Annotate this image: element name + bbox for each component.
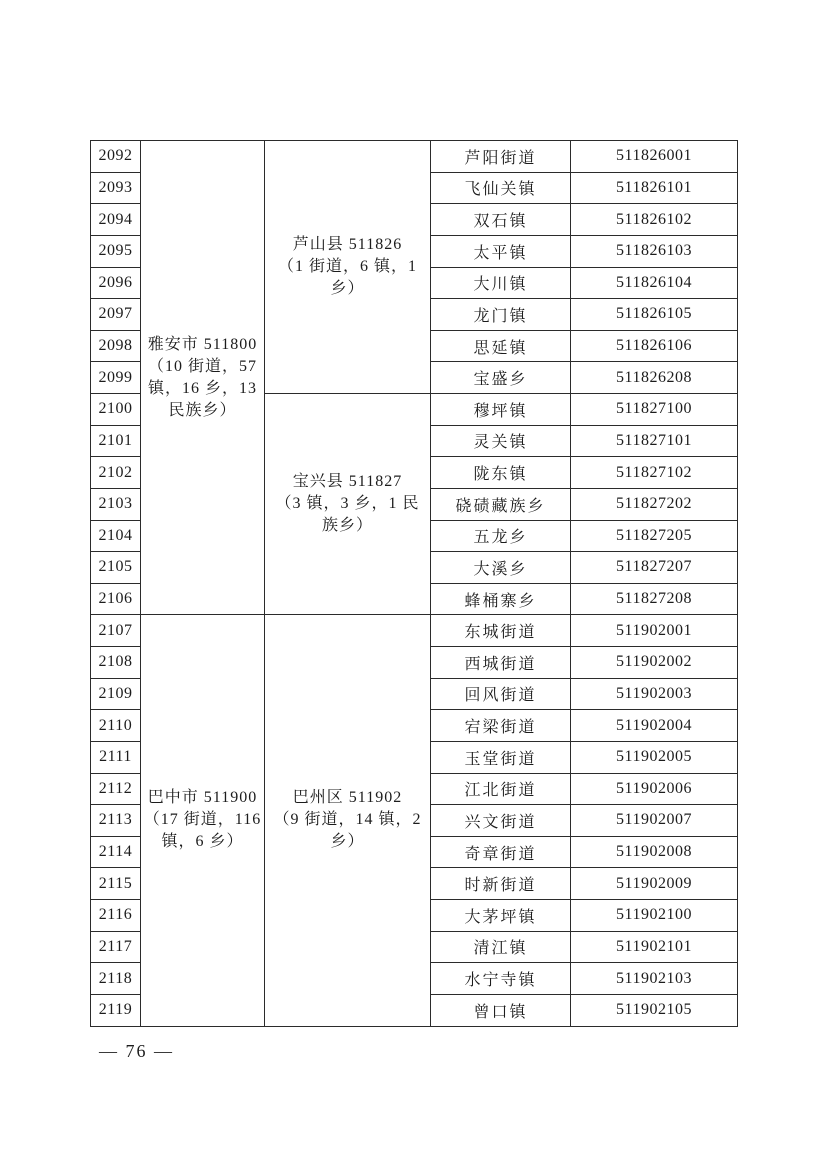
county-label-line: （3 镇，3 乡，1 民 xyxy=(275,495,420,513)
division-code-cell: 511827205 xyxy=(571,520,738,552)
division-code-cell: 511902007 xyxy=(571,805,738,837)
row-number-cell: 2102 xyxy=(91,457,141,489)
division-code-cell: 511826208 xyxy=(571,362,738,394)
town-name-cell: 时新街道 xyxy=(431,868,571,900)
city-label-line: 雅安市 511800 xyxy=(147,335,258,353)
division-code-cell: 511826104 xyxy=(571,267,738,299)
division-code-cell: 511902004 xyxy=(571,710,738,742)
row-number-cell: 2116 xyxy=(91,900,141,932)
city-label-line: （17 街道，116 xyxy=(143,811,262,829)
row-number-cell: 2111 xyxy=(91,741,141,773)
row-number-cell: 2110 xyxy=(91,710,141,742)
town-name-cell: 蜂桶寨乡 xyxy=(431,583,571,615)
county-label-line: 族乡） xyxy=(321,517,373,535)
division-code-cell: 511902100 xyxy=(571,900,738,932)
table-body xyxy=(91,141,738,1027)
town-name-cell: 宕梁街道 xyxy=(431,710,571,742)
county-label-line: 乡） xyxy=(330,280,365,297)
row-number-cell: 2092 xyxy=(91,141,141,173)
division-code-cell: 511902105 xyxy=(571,994,738,1026)
row-number-cell: 2100 xyxy=(91,394,141,426)
division-code-cell: 511827208 xyxy=(571,583,738,615)
city-label-line: 民族乡） xyxy=(168,401,237,419)
division-code-cell: 511902101 xyxy=(571,931,738,963)
town-name-cell: 宝盛乡 xyxy=(431,362,571,394)
town-name-cell: 硗碛藏族乡 xyxy=(431,488,571,520)
row-number-cell: 2105 xyxy=(91,552,141,584)
town-name-cell: 穆坪镇 xyxy=(431,394,571,426)
division-code-cell: 511826106 xyxy=(571,330,738,362)
town-name-cell: 飞仙关镇 xyxy=(431,172,571,204)
town-name-cell: 灵关镇 xyxy=(431,425,571,457)
town-name-cell: 五龙乡 xyxy=(431,520,571,552)
division-code-cell: 511902001 xyxy=(571,615,738,647)
county-cell xyxy=(265,615,431,1026)
division-code-cell: 511826103 xyxy=(571,235,738,267)
division-code-cell: 511826101 xyxy=(571,172,738,204)
division-code-cell: 511902008 xyxy=(571,836,738,868)
row-number-cell: 2106 xyxy=(91,583,141,615)
town-name-cell: 东城街道 xyxy=(431,615,571,647)
table-row xyxy=(91,141,738,173)
town-name-cell: 大茅坪镇 xyxy=(431,900,571,932)
division-code-cell: 511827202 xyxy=(571,488,738,520)
division-code-cell: 511902005 xyxy=(571,741,738,773)
town-name-cell: 双石镇 xyxy=(431,204,571,236)
town-name-cell: 大溪乡 xyxy=(431,552,571,584)
town-name-cell: 回风街道 xyxy=(431,678,571,710)
division-code-cell: 511826102 xyxy=(571,204,738,236)
division-code-cell: 511902103 xyxy=(571,963,738,995)
county-label-line: （9 街道，14 镇，2 xyxy=(273,811,422,829)
page-number: — 76 — xyxy=(99,1041,174,1061)
city-label-line: （10 街道，57 xyxy=(147,357,257,375)
county-label-line: 宝兴县 511827 xyxy=(292,473,403,491)
row-number-cell: 2095 xyxy=(91,235,141,267)
row-number-cell: 2117 xyxy=(91,931,141,963)
division-code-cell: 511826105 xyxy=(571,299,738,331)
town-name-cell: 江北街道 xyxy=(431,773,571,805)
town-name-cell: 龙门镇 xyxy=(431,299,571,331)
county-label-line: 芦山县 511826 xyxy=(292,236,403,253)
row-number-cell: 2118 xyxy=(91,963,141,995)
row-number-cell: 2093 xyxy=(91,172,141,204)
division-code-table xyxy=(90,140,738,1027)
division-code-cell: 511827207 xyxy=(571,552,738,584)
division-code-cell: 511827101 xyxy=(571,425,738,457)
division-code-cell: 511827100 xyxy=(571,394,738,426)
division-code-cell: 511902002 xyxy=(571,647,738,679)
row-number-cell: 2112 xyxy=(91,773,141,805)
row-number-cell: 2114 xyxy=(91,836,141,868)
row-number-cell: 2098 xyxy=(91,330,141,362)
county-cell xyxy=(265,394,431,615)
row-number-cell: 2104 xyxy=(91,520,141,552)
city-cell xyxy=(141,615,265,1026)
town-name-cell: 思延镇 xyxy=(431,330,571,362)
division-code-cell: 511902003 xyxy=(571,678,738,710)
county-label-line: 乡） xyxy=(330,833,365,851)
division-code-cell: 511902009 xyxy=(571,868,738,900)
division-code-cell: 511902006 xyxy=(571,773,738,805)
row-number-cell: 2119 xyxy=(91,994,141,1026)
town-name-cell: 兴文街道 xyxy=(431,805,571,837)
division-code-cell: 511827102 xyxy=(571,457,738,489)
town-name-cell: 水宁寺镇 xyxy=(431,963,571,995)
town-name-cell: 太平镇 xyxy=(431,235,571,267)
county-cell xyxy=(265,141,431,394)
town-name-cell: 玉堂街道 xyxy=(431,741,571,773)
row-number-cell: 2109 xyxy=(91,678,141,710)
city-label-line: 镇，6 乡） xyxy=(161,833,244,851)
town-name-cell: 奇章街道 xyxy=(431,836,571,868)
row-number-cell: 2099 xyxy=(91,362,141,394)
city-label-line: 镇，16 乡，13 xyxy=(147,379,257,397)
city-cell xyxy=(141,141,265,615)
county-label-line: 巴州区 511902 xyxy=(292,789,403,807)
division-code-cell: 511826001 xyxy=(571,141,738,173)
town-name-cell: 曾口镇 xyxy=(431,994,571,1026)
row-number-cell: 2113 xyxy=(91,805,141,837)
town-name-cell: 陇东镇 xyxy=(431,457,571,489)
row-number-cell: 2103 xyxy=(91,488,141,520)
row-number-cell: 2108 xyxy=(91,647,141,679)
city-label-line: 巴中市 511900 xyxy=(147,789,258,807)
town-name-cell: 大川镇 xyxy=(431,267,571,299)
table-row xyxy=(91,615,738,647)
county-label-line: （1 街道，6 镇，1 xyxy=(277,258,417,275)
row-number-cell: 2096 xyxy=(91,267,141,299)
town-name-cell: 芦阳街道 xyxy=(431,141,571,173)
row-number-cell: 2101 xyxy=(91,425,141,457)
row-number-cell: 2097 xyxy=(91,299,141,331)
town-name-cell: 清江镇 xyxy=(431,931,571,963)
town-name-cell: 西城街道 xyxy=(431,647,571,679)
row-number-cell: 2094 xyxy=(91,204,141,236)
row-number-cell: 2107 xyxy=(91,615,141,647)
row-number-cell: 2115 xyxy=(91,868,141,900)
